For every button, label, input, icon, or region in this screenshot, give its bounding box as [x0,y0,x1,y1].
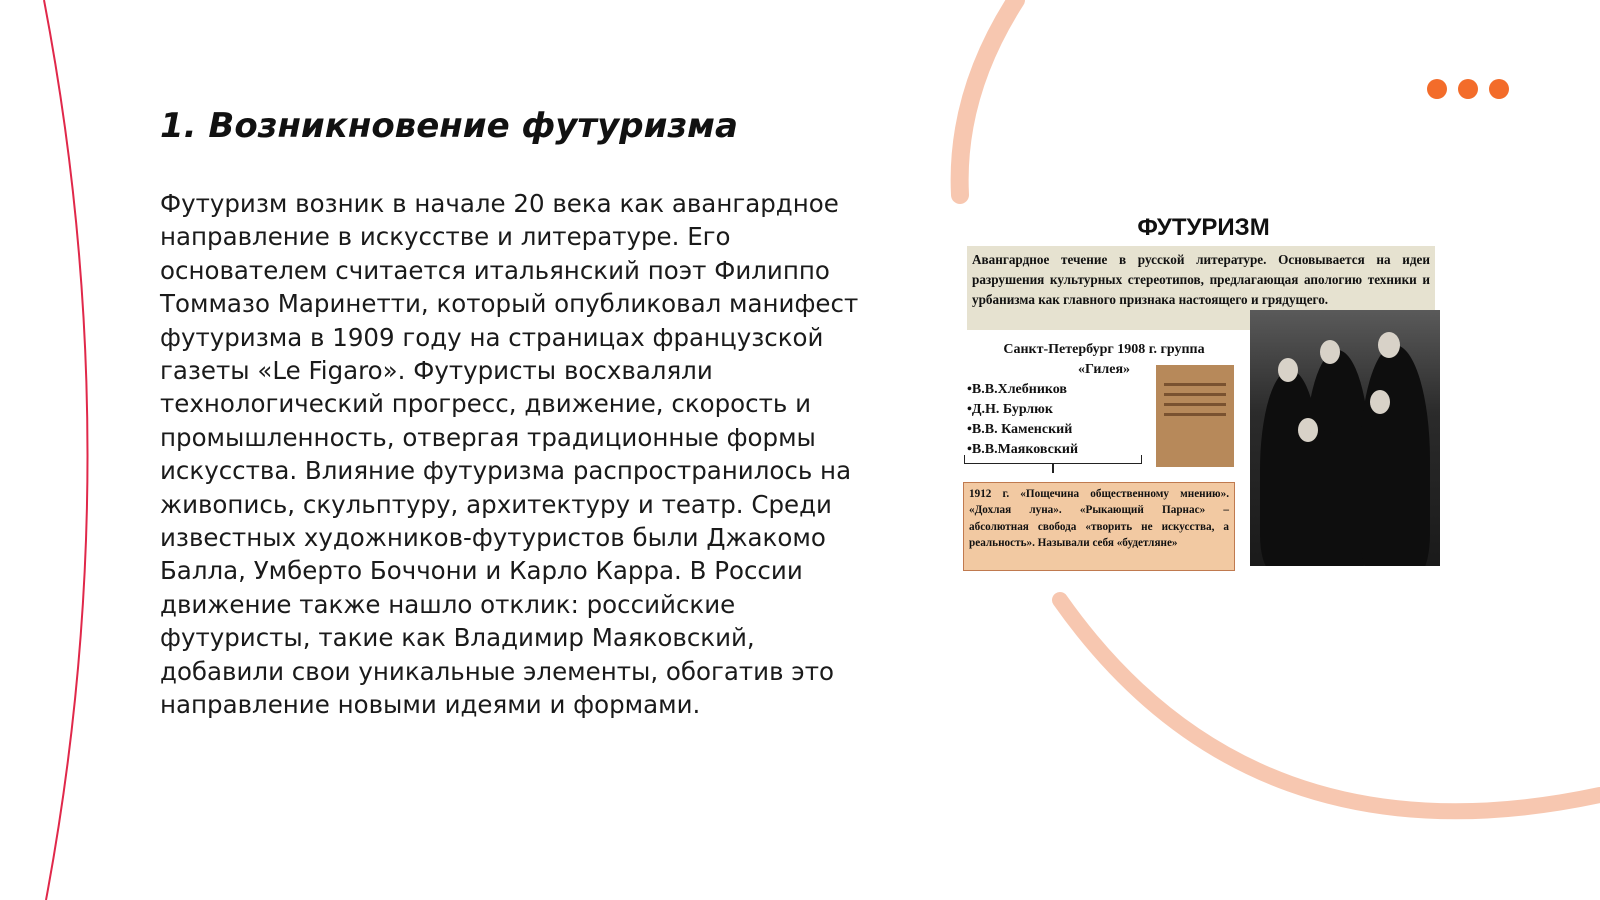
slide-title: 1. Возникновение футуризма [160,106,738,146]
infographic-heading: ФУТУРИЗМ [1137,214,1270,241]
dot-3 [1489,79,1509,99]
infographic-description: Авангардное течение в русской литературе. Основывается на идеи разрушения культурных стереотипов, предлагающая апологию техники и урбанизма как главного признака настоящего и грядущего. [967,246,1435,330]
group-title: Санкт-Петербург 1908 г. группа «Гилея» [1003,342,1205,377]
dot-1 [1427,79,1447,99]
member-item: •В.В.Хлебников [967,382,1067,397]
left-red-curve [44,0,88,900]
member-item: •В.В.Маяковский [967,442,1079,457]
book-cover-image [1156,365,1234,467]
group-photo [1250,310,1440,566]
lower-arc [1060,600,1600,811]
member-item: •Д.Н. Бурлюк [967,402,1053,417]
bracket-tick [1052,463,1054,473]
menu-dots[interactable] [1427,79,1509,99]
futurism-infographic [960,210,1447,575]
dot-2 [1458,79,1478,99]
member-item: •В.В. Каменский [967,422,1073,437]
slide-body-text: Футуризм возник в начале 20 века как авангардное направление в искусстве и литературе. Его основателем считается итальянский поэт Филиппо Томмазо Маринетти, который опубликовал манифест футуризма в 1909 году на страницах французской газеты «Le Figaro». Футуристы восхваляли технологический прогресс, движение, скорость и промышленность, отвергая традиционные формы искусства. Влияние футуризма распространилось на живопись, скульптуру, архитектуру и театр. Среди известных художников-футуристов были Джакомо Балла, Умберто Боччони и Карло Карра. В России движение также нашло отклик: российские футуристы, такие как Владимир Маяковский, добавили свои уникальные элементы, обогатив это направление новыми идеями и формами. [160,189,859,720]
upper-arc [960,0,1016,195]
note-box: 1912 г. «Пощечина общественному мнению». «Дохлая луна». «Рыкающий Парнас» – абсолютная свобода «творить не искусства, а реальность». Называли себя «будетляне» [963,482,1235,571]
